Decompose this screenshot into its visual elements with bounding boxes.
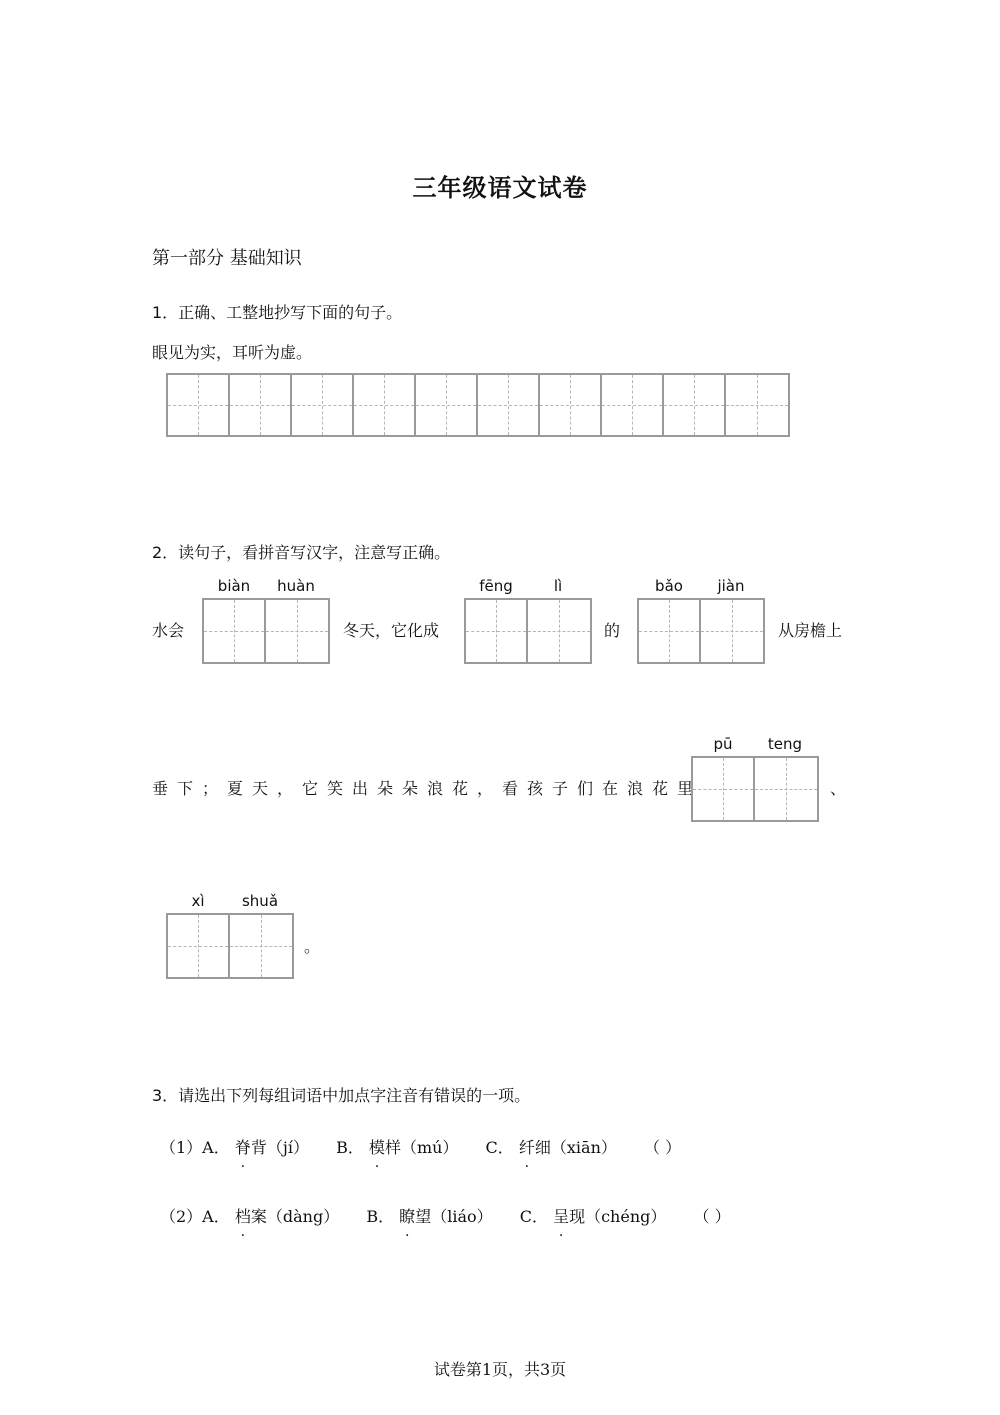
pinyin-label: jiàn — [717, 577, 745, 595]
option-label: B． — [336, 1138, 364, 1157]
pinyin-label: huàn — [277, 577, 315, 595]
pinyin-label: pū — [713, 735, 733, 753]
pinyin-note: （chéng） — [585, 1207, 667, 1226]
writing-cell[interactable] — [478, 375, 540, 435]
pinyin-note: （xiān） — [550, 1138, 617, 1157]
pinyin-label: biàn — [217, 577, 251, 595]
dotted-char: 纤 — [518, 1138, 535, 1157]
page-footer: 试卷第1页，共3页 — [433, 1360, 567, 1379]
writing-cell[interactable] — [693, 758, 755, 820]
writing-cell[interactable] — [528, 600, 590, 662]
writing-cell[interactable] — [466, 600, 528, 662]
question-3-prompt: 3．请选出下列每组词语中加点字注音有错误的一项。 — [152, 1086, 531, 1105]
writing-cell[interactable] — [540, 375, 602, 435]
writing-cell[interactable] — [602, 375, 664, 435]
writing-cell[interactable] — [664, 375, 726, 435]
option-label: C． — [519, 1207, 548, 1226]
question-1-sentence: 眼见为实，耳听为虚。 — [152, 343, 313, 362]
writing-cell[interactable] — [354, 375, 416, 435]
answer-grid-bianhuan[interactable] — [202, 598, 330, 664]
pinyin-label: fēng — [479, 577, 513, 595]
option-label: B． — [366, 1207, 395, 1226]
word-char: 背 — [250, 1138, 267, 1157]
word-char: 现 — [569, 1207, 586, 1226]
answer-grid-xishua[interactable] — [166, 913, 294, 979]
dotted-char: 档 — [234, 1207, 251, 1226]
answer-grid-puteng[interactable] — [691, 756, 819, 822]
pinyin-label: bǎo — [655, 577, 683, 595]
word-char: 细 — [534, 1138, 551, 1157]
writing-cell[interactable] — [266, 600, 328, 662]
word-char: 望 — [415, 1207, 432, 1226]
group-number: （2）A． — [160, 1207, 230, 1226]
question-1-prompt: 1．正确、工整地抄写下面的句子。 — [152, 303, 403, 322]
answer-blank[interactable]: （ ） — [693, 1207, 731, 1226]
writing-cell[interactable] — [204, 600, 266, 662]
writing-cell[interactable] — [416, 375, 478, 435]
pinyin-label: shuǎ — [241, 892, 279, 910]
writing-cell[interactable] — [168, 375, 230, 435]
option-label: C． — [485, 1138, 514, 1157]
group-number: （1）A． — [160, 1138, 230, 1157]
pinyin-label: teng — [767, 735, 803, 753]
writing-cell[interactable] — [292, 375, 354, 435]
writing-cell[interactable] — [230, 375, 292, 435]
question-2-prompt: 2．读句子，看拼音写汉字，注意写正确。 — [152, 543, 451, 562]
dotted-char: 瞭 — [399, 1207, 416, 1226]
writing-cell[interactable] — [230, 915, 292, 977]
sentence-text: 的 — [604, 621, 621, 640]
writing-cell[interactable] — [701, 600, 763, 662]
word-char: 样 — [384, 1138, 401, 1157]
writing-cell[interactable] — [168, 915, 230, 977]
answer-grid-fengli[interactable] — [464, 598, 592, 664]
pinyin-note: （mú） — [400, 1138, 459, 1157]
copy-writing-grid[interactable] — [166, 373, 790, 437]
dotted-char: 模 — [368, 1138, 385, 1157]
pinyin-note: （liáo） — [431, 1207, 493, 1226]
writing-cell[interactable] — [755, 758, 817, 820]
pinyin-label: lì — [553, 577, 563, 595]
dotted-char: 脊 — [234, 1138, 251, 1157]
word-char: 案 — [250, 1207, 267, 1226]
answer-grid-baojian[interactable] — [637, 598, 765, 664]
option-group-1 — [160, 1135, 681, 1158]
sentence-text: 。 — [304, 937, 321, 956]
page-title: 三年级语文试卷 — [412, 174, 588, 202]
sentence-text: 水会 — [152, 621, 185, 640]
pinyin-label: xì — [191, 892, 205, 910]
sentence-text: 冬天，它化成 — [343, 621, 440, 640]
option-group-2 — [160, 1204, 731, 1227]
writing-cell[interactable] — [726, 375, 788, 435]
answer-blank[interactable]: （ ） — [644, 1138, 682, 1157]
dotted-char: 呈 — [553, 1207, 570, 1226]
pinyin-note: （dàng） — [266, 1207, 340, 1226]
section-heading: 第一部分 基础知识 — [152, 248, 302, 269]
writing-cell[interactable] — [639, 600, 701, 662]
sentence-text: 、 — [830, 779, 847, 798]
sentence-text: 垂下；夏天，它笑出朵朵浪花，看孩子们在浪花里 — [152, 779, 703, 798]
pinyin-note: （jí） — [266, 1138, 309, 1157]
sentence-text: 从房檐上 — [778, 621, 843, 640]
